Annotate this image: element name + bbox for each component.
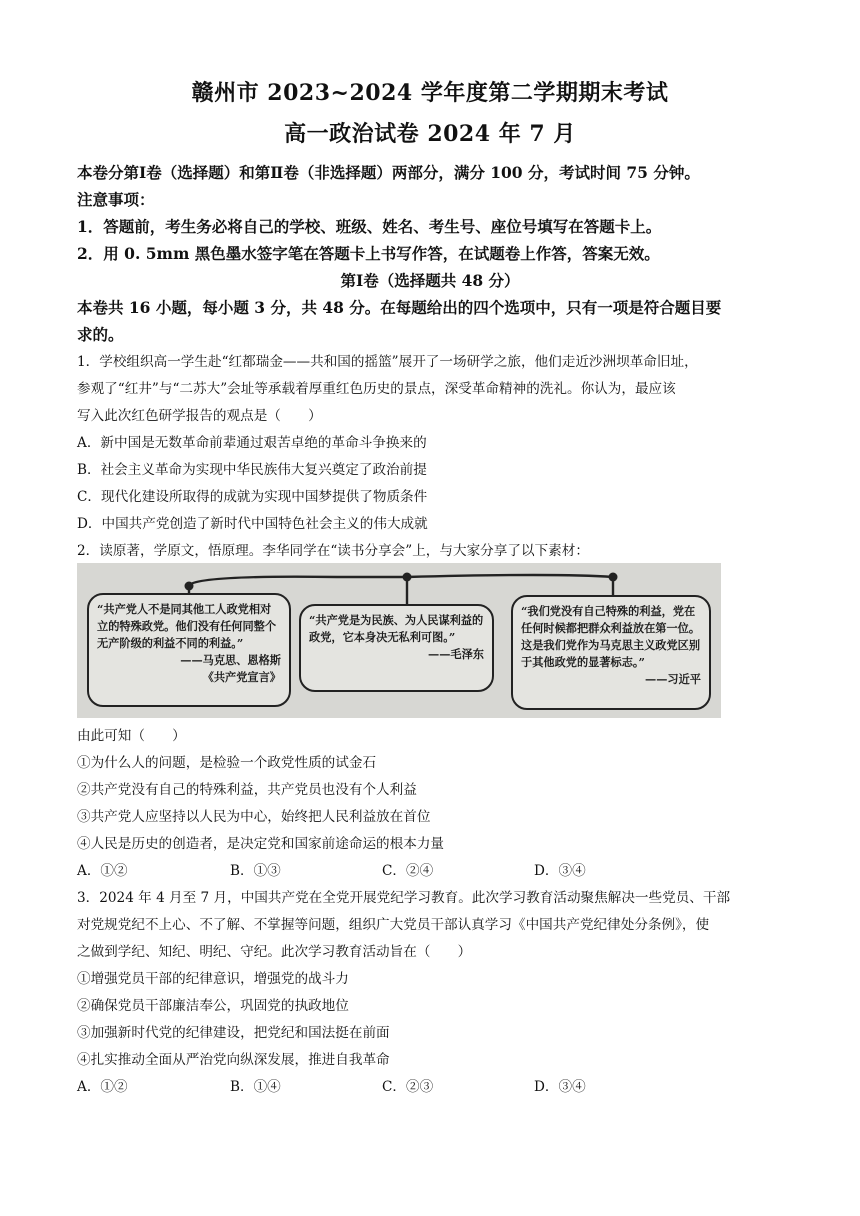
instructions-intro: 本卷分第Ⅰ卷（选择题）和第Ⅱ卷（非选择题）两部分，满分 100 分，考试时间 75 分钟。 <box>77 163 700 182</box>
q1-option-b: B．社会主义革命为实现中华民族伟大复兴奠定了政治前提 <box>77 462 427 478</box>
section1-desc-line1: 本卷共 16 小题，每小题 3 分，共 48 分。在每题给出的四个选项中，只有一项是符合题目要 <box>77 298 722 317</box>
q3-option-d: D．③④ <box>534 1079 586 1095</box>
q1-option-d: D．中国共产党创造了新时代中国特色社会主义的伟大成就 <box>77 516 428 532</box>
q2-statement-2: ②共产党没有自己的特殊利益，共产党员也没有个人利益 <box>77 782 417 798</box>
q3-statement-4: ④扎实推动全面从严治党向纵深发展，推进自我革命 <box>77 1052 390 1068</box>
quote-figure <box>77 563 721 718</box>
q3-statement-2: ②确保党员干部廉洁奉公，巩固党的执政地位 <box>77 998 349 1014</box>
section1-desc-line2: 求的。 <box>77 325 124 344</box>
q3-stem-line3: 之做到学纪、知纪、明纪、守纪。此次学习教育活动旨在（ ） <box>77 944 472 960</box>
q3-stem-line2: 对党规党纪不上心、不了解、不掌握等问题，组织广大党员干部认真学习《中国共产党纪律处分条例》，使 <box>77 917 710 933</box>
exam-title-line2: 高一政治试卷 2024 年 7 月 <box>284 121 576 147</box>
quote-bubble-mao <box>299 604 494 692</box>
q2-stem: 2．读原著，学原文，悟原理。李华同学在“读书分享会”上，与大家分享了以下素材： <box>77 543 589 559</box>
q1-stem-line2: 参观了“红井”与“二苏大”会址等承载着厚重红色历史的景点，深受革命精神的洗礼。你认为，最应该 <box>77 381 676 397</box>
quote-author: ——马克思、恩格斯 <box>180 653 281 667</box>
q2-statement-1: ①为什么人的问题，是检验一个政党性质的试金石 <box>77 755 377 771</box>
q1-option-c: C．现代化建设所取得的成就为实现中国梦提供了物质条件 <box>77 489 428 505</box>
quote-text: “共产党是为民族、为人民谋利益的政党，它本身决无私利可图。” <box>309 613 484 644</box>
notice-item-1: 1．答题前，考生务必将自己的学校、班级、姓名、考生号、座位号填写在答题卡上。 <box>77 217 662 236</box>
q3-option-b: B．①④ <box>230 1079 281 1095</box>
notice-item-2: 2．用 0. 5mm 黑色墨水签字笔在答题卡上书写作答，在试题卷上作答，答案无效。 <box>77 244 660 263</box>
q1-option-a: A．新中国是无数革命前辈通过艰苦卓绝的革命斗争换来的 <box>77 435 427 451</box>
q3-statement-3: ③加强新时代党的纪律建设，把党纪和国法挺在前面 <box>77 1025 390 1041</box>
quote-author: ——毛泽东 <box>428 647 484 661</box>
q1-stem-line1: 1．学校组织高一学生赴“红都瑞金——共和国的摇篮”展开了一场研学之旅，他们走近沙洲坝革命旧址， <box>77 354 698 370</box>
quote-bubble-marx-engels <box>87 593 291 707</box>
q2-option-d: D．③④ <box>534 863 586 879</box>
quote-text: “我们党没有自己特殊的利益，党在任何时候都把群众利益放在第一位。这是我们党作为马克思主义政党区别于其他政党的显著标志。” <box>521 604 701 669</box>
quote-text: “共产党人不是同其他工人政党相对立的特殊政党。他们没有任何同整个无产阶级的利益不同的利益。” <box>97 602 277 650</box>
q1-stem-line3: 写入此次红色研学报告的观点是（ ） <box>77 408 322 424</box>
section1-heading: 第Ⅰ卷（选择题共 48 分） <box>340 271 520 290</box>
q2-option-b: B．①③ <box>230 863 281 879</box>
q2-statement-3: ③共产党人应坚持以人民为中心，始终把人民利益放在首位 <box>77 809 431 825</box>
quote-source: 《共产党宣言》 <box>202 670 281 684</box>
notice-label: 注意事项： <box>77 190 155 209</box>
q3-statement-1: ①增强党员干部的纪律意识，增强党的战斗力 <box>77 971 349 987</box>
quote-author: ——习近平 <box>645 672 701 686</box>
q3-option-c: C．②③ <box>382 1079 434 1095</box>
q2-prompt: 由此可知（ ） <box>77 728 186 744</box>
q2-statement-4: ④人民是历史的创造者，是决定党和国家前途命运的根本力量 <box>77 836 445 852</box>
q2-option-c: C．②④ <box>382 863 434 879</box>
exam-title-line1: 赣州市 2023~2024 学年度第二学期期末考试 <box>191 80 669 106</box>
q2-option-a: A．①② <box>77 863 128 879</box>
q3-stem-line1: 3．2024 年 4 月至 7 月，中国共产党在全党开展党纪学习教育。此次学习教育活动聚焦解决一些党员、干部 <box>77 890 731 906</box>
quote-bubble-xi <box>511 595 711 710</box>
q3-option-a: A．①② <box>77 1079 128 1095</box>
